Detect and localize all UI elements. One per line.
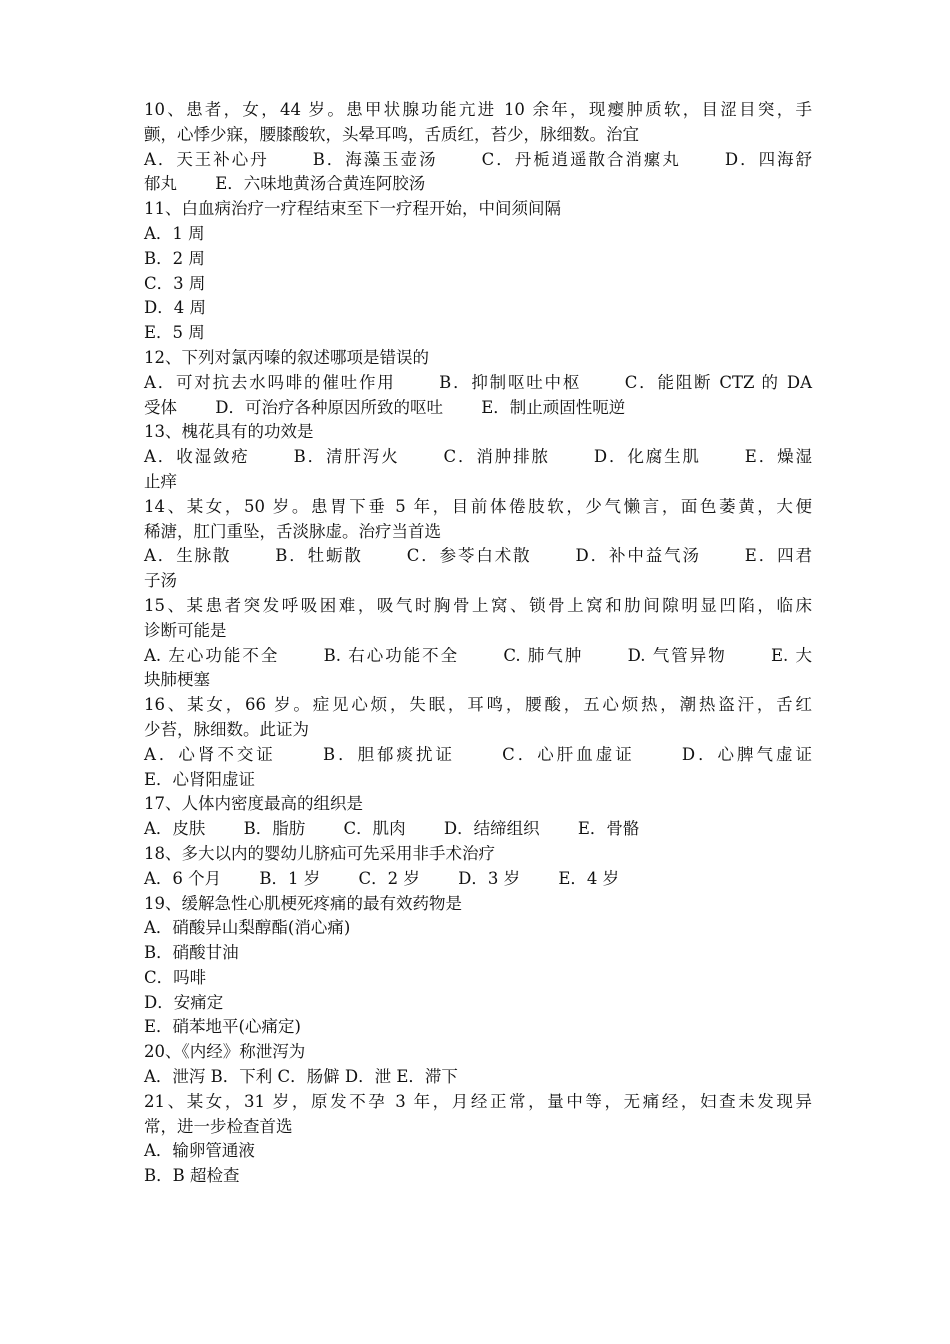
q15-options-line-1: A. 左心功能不全 B. 右心功能不全 C. 肺气肿 D. 气管异物 E. 大 (144, 645, 812, 665)
q21-option-a: A．输卵管通液 (144, 1141, 255, 1161)
q19-option-e: E．硝苯地平(心痛定) (144, 1017, 301, 1037)
q10-stem-line-1: 10、患者，女，44 岁。患甲状腺功能亢进 10 余年，现瘿肿质软，目涩目突，手 (144, 100, 812, 119)
q11-option-d: D．4 周 (144, 298, 206, 318)
q18-options: A．6 个月 B．1 岁 C．2 岁 D．3 岁 E．4 岁 (144, 868, 620, 888)
q14-options-line-1: A．生脉散 B．牡蛎散 C．参苓白术散 D．补中益气汤 E．四君 (144, 546, 812, 566)
q13-options-line-2: 止痒 (144, 471, 177, 491)
q19-option-a: A．硝酸异山梨醇酯(消心痛) (144, 918, 351, 938)
q14-stem-line-1: 14、某女，50 岁。患胃下垂 5 年，目前体倦肢软，少气懒言，面色萎黄，大便 (144, 496, 812, 516)
q10-options-line-2: 郁丸 E．六味地黄汤合黄连阿胶汤 (144, 174, 426, 194)
q12-options-line-1: A．可对抗去水吗啡的催吐作用 B．抑制呕吐中枢 C．能阻断 CTZ 的 DA (144, 372, 812, 392)
q20-options: A．泄泻 B．下利 C．肠僻 D．泄 E．滞下 (144, 1067, 458, 1087)
q16-options-line-1: A．心肾不交证 B．胆郁痰扰证 C．心肝血虚证 D．心脾气虚证 (144, 744, 812, 764)
q14-options-line-2: 子汤 (144, 571, 177, 591)
q21-stem-line-2: 常，进一步检查首选 (144, 1116, 293, 1136)
q21-stem-line-1: 21、某女，31 岁，原发不孕 3 年，月经正常，量中等，无痛经，妇查未发现异 (144, 1091, 812, 1111)
q17-options: A．皮肤 B．脂肪 C．肌肉 D．结缔组织 E．骨骼 (144, 819, 640, 839)
q16-options-line-2: E．心肾阳虚证 (144, 769, 256, 789)
q19-option-b: B．硝酸甘油 (144, 943, 239, 963)
q10-options-line-1: A．天王补心丹 B．海藻玉壶汤 C．丹栀逍遥散合消瘰丸 D．四海舒 (144, 149, 812, 169)
q17-stem: 17、人体内密度最高的组织是 (144, 794, 363, 814)
q16-stem-line-2: 少苔，脉细数。此证为 (144, 719, 309, 739)
q12-stem: 12、下列对氯丙嗪的叙述哪项是错误的 (144, 347, 429, 367)
q15-options-line-2: 块肺梗塞 (144, 670, 210, 690)
q16-stem-line-1: 16、某女，66 岁。症见心烦，失眠，耳鸣，腰酸，五心烦热，潮热盗汗，舌红 (144, 695, 812, 715)
q15-stem-line-1: 15、某患者突发呼吸困难，吸气时胸骨上窝、锁骨上窝和肋间隙明显凹陷，临床 (144, 595, 812, 615)
document-page (144, 98, 812, 1189)
q11-option-a: A．1 周 (144, 223, 205, 243)
q10-stem-line-2: 颤，心悸少寐，腰膝酸软，头晕耳鸣，舌质红，苔少，脉细数。治宜 (144, 124, 639, 144)
q11-stem: 11、白血病治疗一疗程结束至下一疗程开始，中间须间隔 (144, 199, 561, 219)
q12-options-line-2: 受体 D．可治疗各种原因所致的呕吐 E．制止顽固性呃逆 (144, 397, 626, 417)
q15-stem-line-2: 诊断可能是 (144, 620, 227, 640)
q19-option-d: D．安痛定 (144, 992, 224, 1012)
q11-option-c: C．3 周 (144, 273, 206, 293)
q14-stem-line-2: 稀溏，肛门重坠，舌淡脉虚。治疗当首选 (144, 521, 441, 541)
q11-option-e: E．5 周 (144, 323, 205, 343)
q19-stem: 19、缓解急性心肌梗死疼痛的最有效药物是 (144, 893, 462, 913)
q11-option-b: B．2 周 (144, 248, 205, 268)
q19-option-c: C．吗啡 (144, 967, 207, 987)
q21-option-b: B．B 超检查 (144, 1166, 240, 1186)
q13-options-line-1: A．收湿敛疮 B．清肝泻火 C．消肿排脓 D．化腐生肌 E．燥湿 (144, 447, 812, 467)
q18-stem: 18、多大以内的婴幼儿脐疝可先采用非手术治疗 (144, 843, 495, 863)
q20-stem: 20、《内经》称泄泻为 (144, 1042, 306, 1062)
q13-stem: 13、槐花具有的功效是 (144, 422, 314, 442)
